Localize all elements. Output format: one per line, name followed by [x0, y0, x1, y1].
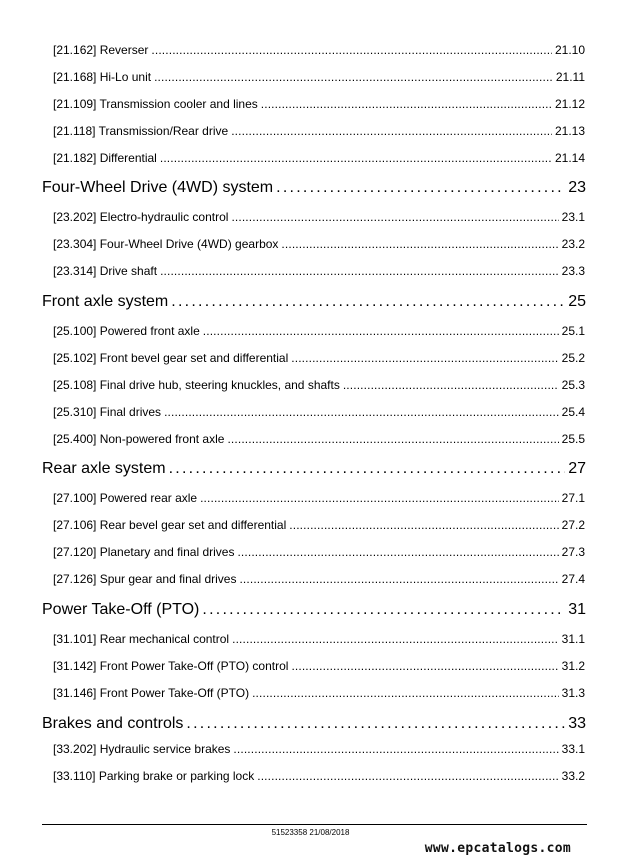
toc-entry-25-100[interactable] [0, 324, 621, 338]
leader-dots [291, 659, 558, 673]
leader-dots [200, 491, 559, 505]
toc-entry-label: [23.304] Four-Wheel Drive (4WD) gearbox [53, 237, 279, 251]
toc-entry-27-126[interactable] [0, 572, 621, 586]
toc-entry-page: 27.4 [561, 572, 585, 586]
toc-entry-label: [25.108] Final drive hub, steering knuckles, and shafts [53, 378, 340, 392]
toc-entry-21-118[interactable] [0, 124, 621, 138]
toc-entry-23-202[interactable] [0, 210, 621, 224]
toc-entry-25-400[interactable] [0, 432, 621, 446]
toc-entry-label: [25.100] Powered front axle [53, 324, 200, 338]
leader-dots [160, 264, 559, 278]
toc-entry-31-101[interactable] [0, 632, 621, 646]
toc-entry-page: 21.12 [554, 97, 585, 111]
leader-dots [169, 460, 566, 478]
toc-entry-page: 25.4 [561, 405, 585, 419]
toc-entry-label: [31.101] Rear mechanical control [53, 632, 230, 646]
toc-entry-label: [23.314] Drive shaft [53, 264, 158, 278]
toc-section-label: Power Take-Off (PTO) [42, 601, 200, 618]
leader-dots [261, 97, 552, 111]
leader-dots [154, 70, 553, 84]
toc-section-page: 25 [568, 293, 586, 310]
toc-entry-page: 21.10 [554, 43, 585, 57]
toc-entry-label: [33.110] Parking brake or parking lock [53, 769, 255, 783]
toc-entry-21-182[interactable] [0, 151, 621, 165]
toc-section-33[interactable] [0, 715, 621, 733]
toc-entry-page: 25.1 [561, 324, 585, 338]
leader-dots [276, 179, 565, 197]
toc-section-23[interactable] [0, 179, 621, 197]
leader-dots [151, 43, 552, 57]
toc-entry-page: 27.1 [561, 491, 585, 505]
toc-entry-23-304[interactable] [0, 237, 621, 251]
toc-entry-23-314[interactable] [0, 264, 621, 278]
toc-section-25[interactable] [0, 293, 621, 311]
toc-entry-label: [21.118] Transmission/Rear drive [53, 124, 229, 138]
leader-dots [164, 405, 559, 419]
footer-doc-id: 51523358 21/08/2018 [271, 828, 350, 837]
toc-entry-label: [21.162] Reverser [53, 43, 149, 57]
leader-dots [289, 518, 558, 532]
toc-entry-page: 25.3 [561, 378, 585, 392]
leader-dots [202, 601, 565, 619]
toc-section-label: Brakes and controls [42, 715, 184, 732]
toc-section-label: Four-Wheel Drive (4WD) system [42, 179, 274, 196]
toc-section-page: 23 [568, 179, 586, 196]
toc-entry-label: [33.202] Hydraulic service brakes [53, 742, 231, 756]
toc-entry-page: 31.3 [561, 686, 585, 700]
leader-dots [257, 769, 558, 783]
toc-entry-label: [31.146] Front Power Take-Off (PTO) [53, 686, 250, 700]
toc-section-27[interactable] [0, 460, 621, 478]
leader-dots [343, 378, 559, 392]
toc-entry-page: 31.2 [561, 659, 585, 673]
toc-entry-page: 31.1 [561, 632, 585, 646]
toc-entry-21-168[interactable] [0, 70, 621, 84]
watermark: www.epcatalogs.com [424, 841, 571, 856]
toc-entry-page: 33.1 [561, 742, 585, 756]
toc-entry-25-310[interactable] [0, 405, 621, 419]
toc-entry-page: 33.2 [561, 769, 585, 783]
toc-entry-21-109[interactable] [0, 97, 621, 111]
leader-dots [203, 324, 559, 338]
toc-entry-page: 23.3 [561, 264, 585, 278]
leader-dots [233, 742, 558, 756]
toc-entry-27-120[interactable] [0, 545, 621, 559]
toc-entry-label: [27.106] Rear bevel gear set and differential [53, 518, 287, 532]
toc-entry-page: 25.5 [561, 432, 585, 446]
leader-dots [237, 545, 558, 559]
toc-entry-page: 27.2 [561, 518, 585, 532]
toc-entry-27-106[interactable] [0, 518, 621, 532]
toc-section-page: 31 [568, 601, 586, 618]
toc-entry-31-146[interactable] [0, 686, 621, 700]
toc-entry-27-100[interactable] [0, 491, 621, 505]
leader-dots [160, 151, 552, 165]
leader-dots [252, 686, 559, 700]
toc-entry-33-110[interactable] [0, 769, 621, 783]
toc-entry-label: [25.102] Front bevel gear set and differential [53, 351, 289, 365]
toc-entry-label: [25.400] Non-powered front axle [53, 432, 225, 446]
leader-dots [232, 632, 559, 646]
toc-entry-page: 21.13 [554, 124, 585, 138]
toc-entry-label: [25.310] Final drives [53, 405, 162, 419]
toc-entry-25-102[interactable] [0, 351, 621, 365]
toc-entry-25-108[interactable] [0, 378, 621, 392]
leader-dots [239, 572, 558, 586]
toc-entry-33-202[interactable] [0, 742, 621, 756]
toc-entry-label: [23.202] Electro-hydraulic control [53, 210, 229, 224]
toc-entry-page: 27.3 [561, 545, 585, 559]
toc-entry-31-142[interactable] [0, 659, 621, 673]
toc-entry-label: [27.100] Powered rear axle [53, 491, 198, 505]
toc-entry-label: [31.142] Front Power Take-Off (PTO) control [53, 659, 289, 673]
toc-entry-label: [21.168] Hi-Lo unit [53, 70, 152, 84]
toc-section-31[interactable] [0, 601, 621, 619]
leader-dots [291, 351, 558, 365]
toc-section-label: Rear axle system [42, 460, 166, 477]
toc-entry-label: [21.182] Differential [53, 151, 157, 165]
toc-section-page: 27 [568, 460, 586, 477]
leader-dots [171, 293, 565, 311]
toc-entry-label: [27.120] Planetary and final drives [53, 545, 235, 559]
leader-dots [186, 715, 565, 733]
leader-dots [231, 124, 552, 138]
footer-divider [42, 824, 587, 825]
toc-entry-label: [21.109] Transmission cooler and lines [53, 97, 258, 111]
toc-entry-page: 25.2 [561, 351, 585, 365]
leader-dots [227, 432, 558, 446]
toc-section-label: Front axle system [42, 293, 169, 310]
toc-entry-page: 23.1 [561, 210, 585, 224]
toc-section-page: 33 [568, 715, 586, 732]
toc-entry-21-162[interactable] [0, 43, 621, 57]
leader-dots [231, 210, 558, 224]
toc-entry-page: 23.2 [561, 237, 585, 251]
toc-entry-label: [27.126] Spur gear and final drives [53, 572, 237, 586]
toc-entry-page: 21.11 [555, 70, 585, 84]
toc-entry-page: 21.14 [554, 151, 585, 165]
leader-dots [281, 237, 558, 251]
